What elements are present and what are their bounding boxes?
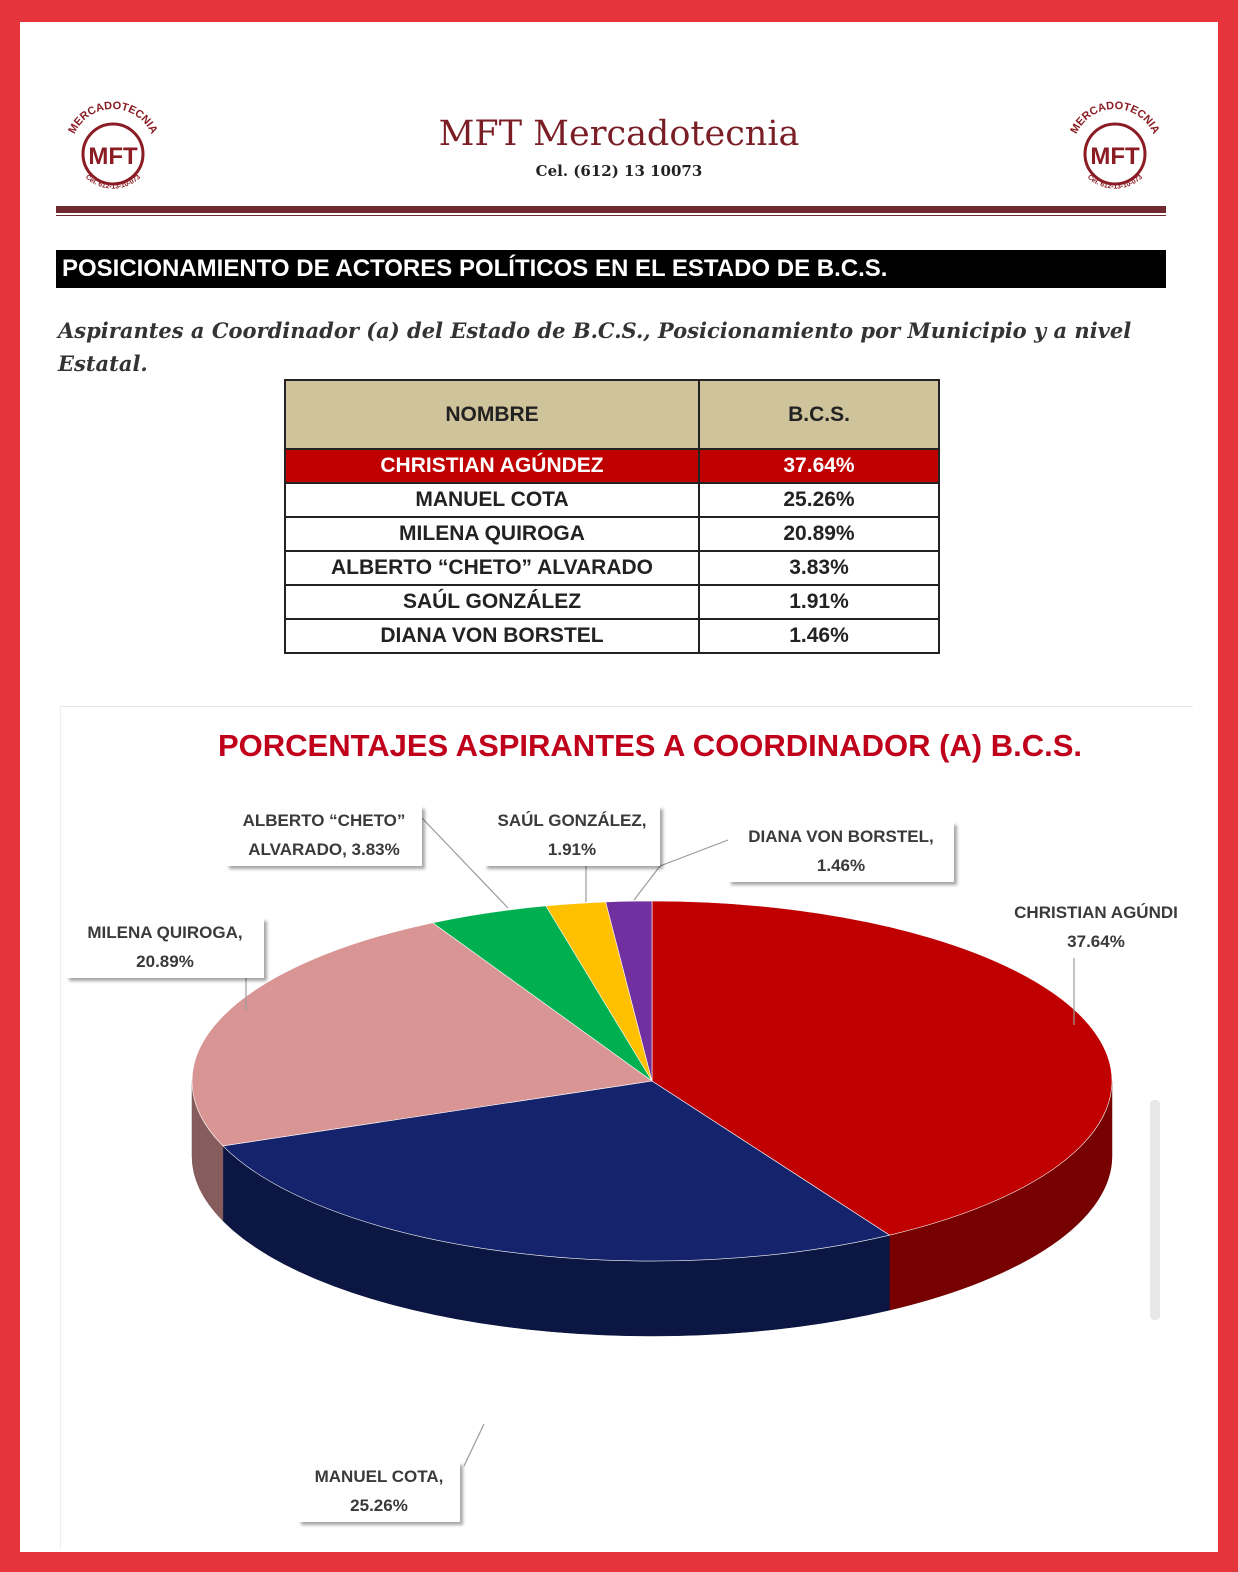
data-label-line: 20.89% [136, 952, 194, 971]
candidate-name: ALBERTO “CHETO” ALVARADO [285, 551, 699, 585]
candidate-percent: 25.26% [699, 483, 939, 517]
data-label-line: DIANA VON BORSTEL, [748, 827, 934, 846]
leader-line [464, 1424, 484, 1466]
candidate-name: MILENA QUIROGA [285, 517, 699, 551]
subtitle: Aspirantes a Coordinador (a) del Estado de B.C.S., Posicionamiento por Municipio y a nivel Estatal. [58, 318, 1132, 376]
data-label-line: 1.46% [816, 856, 866, 875]
logo-ring-phone: Cel. 612-13-10-073 [1085, 173, 1145, 191]
data-label-line: 25.26% [350, 1496, 408, 1515]
candidate-percent: 3.83% [699, 551, 939, 585]
data-label-christian [1000, 898, 1192, 958]
candidate-name: DIANA VON BORSTEL [285, 619, 699, 653]
data-label-alberto [226, 806, 422, 866]
logo-ring-text: MERCADOTECNIA [1068, 99, 1162, 136]
data-label-line: 1.91% [547, 840, 597, 859]
data-label-line: MILENA QUIROGA, [87, 923, 243, 942]
candidate-name: MANUEL COTA [285, 483, 699, 517]
brand-phone: Cel. (612) 13 10073 [535, 162, 703, 180]
data-label-line: ALBERTO “CHETO” [242, 811, 406, 830]
logo-ring-phone: Cel. 612-13-10-073 [83, 173, 143, 191]
data-label-diana [728, 822, 954, 882]
data-label-manuel [298, 1462, 460, 1522]
data-label-milena [66, 918, 264, 978]
data-label-line: 37.64% [1067, 932, 1125, 951]
candidate-percent: 37.64% [699, 449, 939, 483]
data-label-line: MANUEL COTA, [314, 1467, 444, 1486]
logo-ring-text: MERCADOTECNIA [66, 99, 160, 136]
section-banner: POSICIONAMIENTO DE ACTORES POLÍTICOS EN EL ESTADO DE B.C.S. [56, 250, 1166, 288]
data-label-line: SAÚL GONZÁLEZ, [497, 811, 647, 830]
candidate-name: CHRISTIAN AGÚNDEZ [285, 449, 699, 483]
pie-top-layer [192, 901, 1112, 1261]
candidate-percent: 1.46% [699, 619, 939, 653]
candidate-name: SAÚL GONZÁLEZ [285, 585, 699, 619]
brand-name: MFT Mercadotecnia [438, 114, 800, 154]
data-label-line: CHRISTIAN AGÚNDI [1014, 903, 1178, 922]
chart-title: PORCENTAJES ASPIRANTES A COORDINADOR (A) B.C.S. [217, 728, 1083, 763]
column-header-name: NOMBRE [285, 380, 699, 449]
scrollbar-track[interactable] [1150, 1100, 1160, 1320]
candidate-percent: 20.89% [699, 517, 939, 551]
logo-center-text: MFT [88, 143, 138, 170]
column-header-bcs: B.C.S. [699, 380, 939, 449]
data-label-line: ALVARADO, 3.83% [248, 840, 400, 859]
data-label-saul [484, 806, 660, 866]
candidate-percent: 1.91% [699, 585, 939, 619]
logo-center-text: MFT [1090, 143, 1140, 170]
